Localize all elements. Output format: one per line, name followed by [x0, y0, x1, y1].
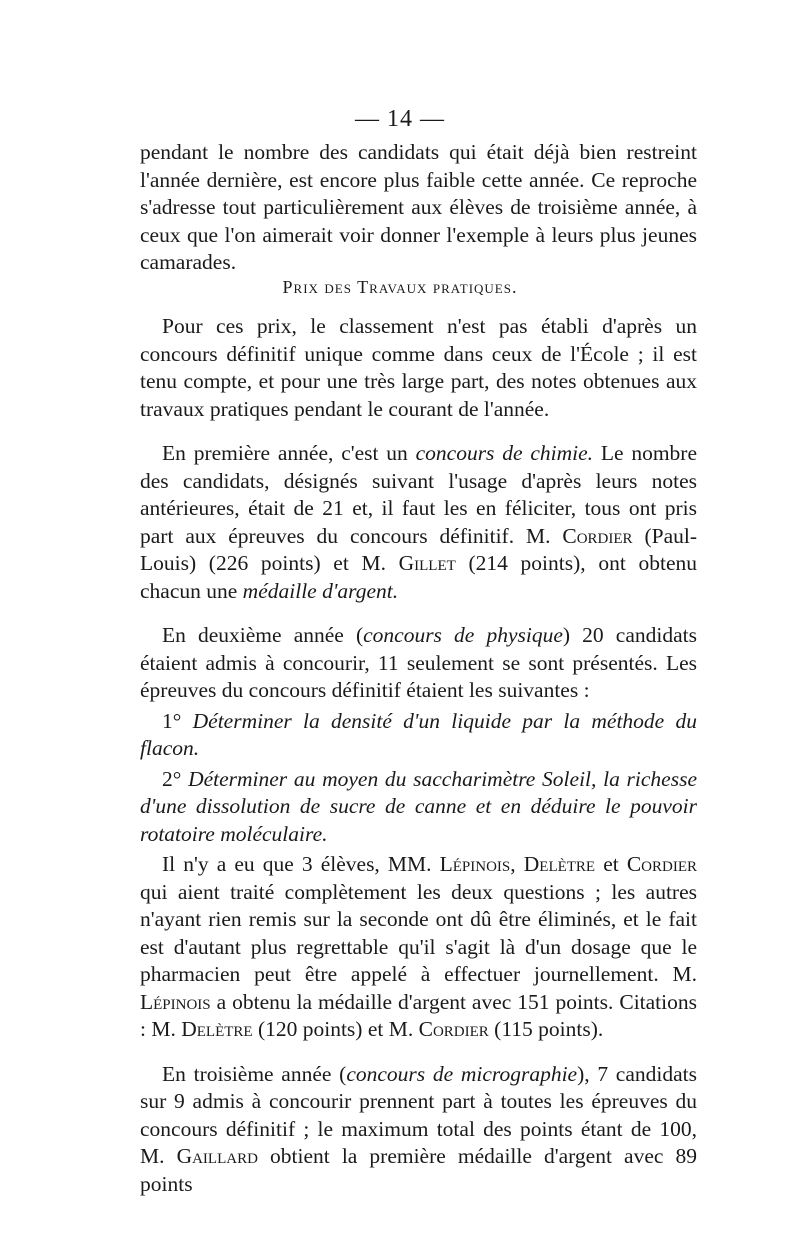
text-run: ), 7 candidats sur 9 admis à concourir prennent part à toutes les épreuves du concours définitif ; le maximum total des points étant de 100, M. [140, 1061, 697, 1168]
item-text: Déterminer la densité d'un liquide par la méthode du flacon. [140, 708, 697, 760]
italic-run: concours de chimie. [415, 441, 594, 465]
person-name: Delètre [181, 1017, 253, 1041]
item-number: 2° [162, 766, 189, 791]
text-run: Il n'y a eu que 3 élèves, MM. [162, 852, 440, 876]
person-name: Gillet [398, 551, 456, 575]
item-text: Déterminer au moyen du saccharimètre Soleil, la richesse d'une dissolution de sucre de canne et en déduire le pouvoir rotatoire moléculaire. [140, 766, 697, 846]
text-run: (120 points) et M. [252, 1017, 419, 1041]
text-run: En troisième année ( [162, 1061, 347, 1086]
italic-run: concours de micrographie [346, 1061, 578, 1086]
paragraph-second-year [140, 622, 697, 705]
paragraph-third-year [140, 1061, 697, 1199]
paragraph-prix: Pour ces prix, le classement n'est pas établi d'après un concours définitif unique comme dans ceux de l'École ; il est tenu compte, et pour une très large part, des notes obtenues aux travaux pratiques pendant le courant de l'année. [140, 314, 697, 421]
item-number: 1° [162, 708, 193, 733]
list-item-1 [140, 708, 697, 763]
text-run: (115 points). [488, 1017, 604, 1041]
text-run: En première année, c'est un [162, 441, 416, 465]
person-name: Lépinois [140, 989, 211, 1014]
person-name: Lépinois [439, 852, 511, 876]
person-name: Cordier [562, 523, 633, 548]
text-run: En deuxième année ( [162, 623, 364, 647]
text-run: Le nombre des candidats, désignés suivant l'usage d'après leurs notes antérieures, était de 21 et, il faut les en féliciter, tous ont pris part aux épreuves du concours définitif. M. [140, 441, 697, 548]
text-run: et [595, 852, 627, 876]
text-run: , [510, 852, 524, 876]
text-run: obtient la première médaille d'argent avec 89 points [140, 1144, 697, 1196]
text-run: qui aient traité complètement les deux questions ; les autres n'ayant rien remis sur la seconde ont dû être éliminés, et le fait est d'autant plus regrettable qu'il s'agit là d'un dosage que le pharmacien peut être appelé à effectuer journellement. M. [140, 879, 697, 986]
person-name: Cordier [418, 1017, 489, 1041]
paragraph-text: pendant le nombre des candidats qui était déjà bien restreint l'année dernière, est encore plus faible cette année. Ce reproche s'adresse tout particulièrement aux élèves de troisième année, à ceux que l'on aimerait voir donner l'exemple à leurs plus jeunes camarades. [140, 140, 697, 274]
person-name: Cordier [626, 852, 698, 876]
paragraph-continuation [140, 139, 697, 277]
text-run: ) 20 candidats étaient admis à concourir, 11 seulement se sont présentés. Les épreuves du concours définitif étaient les suivantes : [140, 623, 697, 702]
italic-run: médaille d'argent. [242, 578, 399, 603]
text-run: a obtenu la médaille d'argent avec 151 points. Citations : M. [140, 989, 697, 1041]
paragraph-results [140, 851, 697, 1044]
italic-run: concours de physique [363, 623, 563, 647]
body-text [140, 313, 697, 1198]
paragraph-first-year [140, 440, 697, 605]
section-heading: Prix des Travaux pratiques. [282, 277, 518, 297]
list-item-2 [140, 766, 697, 849]
person-name: Gaillard [176, 1144, 258, 1168]
text-run: (Paul-Louis) (226 points) et M. [140, 523, 697, 575]
person-name: Delètre [523, 852, 596, 876]
text-run: (214 points), ont obtenu chacun une [140, 551, 697, 603]
page-number: — 14 — [355, 106, 445, 132]
